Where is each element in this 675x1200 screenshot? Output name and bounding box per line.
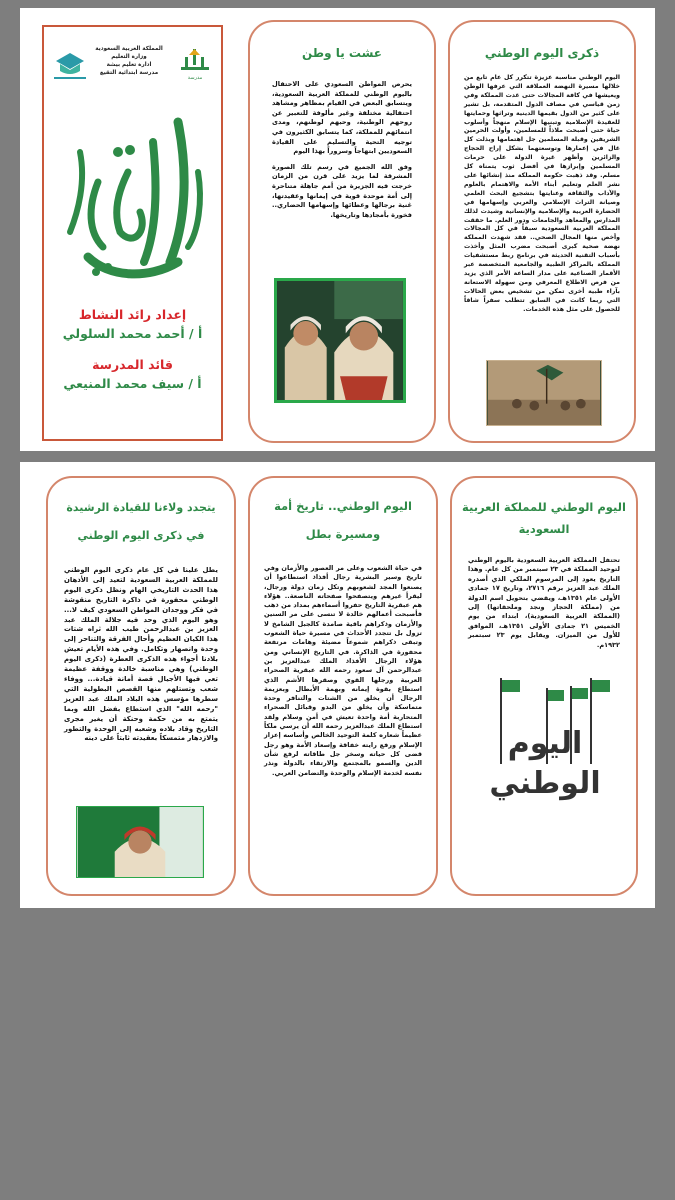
panel-title: عشت يا وطن: [301, 46, 383, 60]
org-line: مدرسة ابتدائية التقيع: [99, 70, 159, 76]
paragraph: وفق الله الجميع في رسم تلك الصورة المشرقة لما يزيد على قرن من الزمان خرجت فيه الجزيرة من أمم جاهلة متناحرة إلى أمة موحدة قوية في إيمانها وعقيدتها، غنية برجالها وعطائها وإسهامها الحضاري.. فخورة بأمجادها وتاريخها.: [272, 162, 412, 219]
panel-title: يتجدد ولاءنا للقيادة الرشيدة في ذكرى اليوم الوطني: [66, 501, 216, 542]
principal-name: أ / سيف محمد المنيعي: [63, 376, 202, 391]
paragraph: اليوم الوطني مناسبة عزيزة تتكرر كل عام تابع من خلالها مسيرة النهضة العملاقة التي عرفها الوطن ويعيشها في كافة المجالات حتى غدت المملكة وفي زمن قياسي في مصاف الدول المتقدمة، بل تشير على كثير من الدول بقيمها الدينية وتراثها وحمايتها للعقيدة الإسلامية وتبنيها الإسلام منهجاً وأسلوب حياة حتى أصبحت ملاذاً للمسلمين، وأولت الحرمين الشريفين وقبلة المسلمين جل اهتمامها وبذلت كل غال في إعمارها وتوسعتهما بشكل إراح الحجاج والزائرين وأظهر غيرة الدولة على حرمات المسلمين وإبرازها في أفضل ثوب يتمناه كل مسلم. وقد ذهبت حكومة المملكة منذ إنشائها على نشر العلم وتعليم أبناء الأمة والاهتمام بالعلوم والآداب والثقافة وعنايتها بتشجيع البحث العلمي وصيانة التراث الإسلامي والعربي وإسهامها في الحضارة العربية والإسلامية والإنسانية وشيدت لذلك المدارس والمعاهد والجامعات ودور العلم. ما حققت المملكة العربية السعودية سبقاً في كل المجالات وأخص منها المجال الصحي.. فقد شهدت المملكة نهضة صحية كبرى أصبحت مضرب المثل وأخذت بأسباب التقنية الحديثة في برنامج ربط مستشفيات المملكة بالمراكز الطبية والجامعية المتخصصة عبر الأقمار الصناعية على مدار الساعة الأمر الذي يزيد من فرص الاطلاع المعرفي ومن سهولة الاستعانة بآراء طبية أخرى تمكن من تشخيص بعض الحالات التي ربما كانت في السابق تتطلب سفراً شاقاً للحصول على مثل هذه الخدمات.: [464, 74, 620, 313]
panel-renewed-loyalty: [46, 476, 236, 896]
activity-name: أ / أحمد محمد السلولي: [62, 326, 203, 341]
panel-body: [264, 564, 422, 784]
activity-label: إعداد رائد النشاط: [78, 307, 187, 322]
moe-logo-icon: [175, 45, 215, 83]
brochure-inner-sheet: [20, 462, 655, 908]
logo-text: اليوم الوطني: [489, 726, 601, 801]
paragraph: في حياة الشعوب وعلى مر العصور والأزمان وفي تاريخ وسير البشرية رجال أفذاذ استطاعوا أن يصنعوا المجد لشعوبهم وتكل زمان دولة ورجال، ليقرأ غيرهم ويتصفحوا صفحاته الناصعة.. هؤلاء هم عبقرية التاريخ حفروا أسماءهم بمداد من ذهب فأصبحت أعمالهم خالدة لا تنسى على مر السنين والأزمان وذكراهم باقية صامدة كالجبل الشامخ لا تزول بل تتجدد الأحداث في مسيرة حياة الشعوب وتبقى ذكراهم شموعاً مضيئة وهامات مرتفعة محفورة في الذاكرة. في التاريخ الإنساني ومن هؤلاء الرجال الأفذاذ الملك عبدالعزيز بن عبدالرحمن آل سعود رحمه الله عبقرية الصحراء العربية ورجلها القوي وصقرها الأشم الذي استطاع بقوة إيمانه وبهمة الأبطال وبعزيمة الرجال أن يخلق من الشتات والتنافر وحدة متماسكة وأن يخلق من البدو وقبائل الصحراء المتحاربة أمة واحدة تعيش في أمن وسلام ولقد استطاع الملك عبدالعزيز رحمه الله أن يرسي ملكاً عظيماً شعاره كلمة التوحيد الخالص وأساسه إعزاز الإسلام ورفع رايته خفاقة وإسعاد الأمة وهو رجل قضى كل حياته وسخر جل طاقاته لرفع شأن الدين والسمو بالمجتمع والارتقاء بالدولة ونذر نفسه لخدمة الإسلام والوحدة والتضامن العربي.: [264, 564, 422, 777]
national-day-calligraphy-icon: [58, 112, 211, 287]
panel-body: [64, 566, 218, 750]
cover-header: [44, 39, 221, 87]
org-line: المملكة العربية السعودية: [95, 46, 163, 52]
panel-title: اليوم الوطني.. تاريخ أمة ومسيرة بطل: [274, 499, 412, 541]
historic-photo: [486, 360, 602, 426]
leaders-photo-icon: [277, 281, 403, 400]
panel-body: [272, 80, 412, 226]
paragraph: يحرص المواطن السعودي على الاحتفال باليوم الوطني للمملكة العربية السعودية، ويتسابق البعض في القيام بمظاهر ومشاهد احتفالية مختلفة وغير مألوفة للتعبير عن روحهم الوطنية، وحبهم لوطنهم، ومدى انتمائهم للمملكة، كما يتسابق الكثيرون في توجيه التحية والتسليم على القيادة السعوديين ابتهاجاً وسروراً بهذا اليوم: [272, 80, 412, 156]
education-logo-icon: [50, 45, 90, 83]
paragraph: تحتفل المملكة العربية السعودية باليوم الوطني لتوحيد المملكة في ٢٣ سبتمبر من كل عام. وهذا التاريخ يعود إلى المرسوم الملكي الذي أصدره الملك عبد العزيز برقم ٢٧١٦، وتاريخ ١٧ جمادى الأولى عام ١٣٥١هـ، ويقضي بتحويل اسم الدولة من (مملكة الحجاز ونجد وملحقاتها) إلى (المملكة العربية السعودية)، ابتداء من يوم الخميس ٢١ جمادى الأولى ١٣٥١هـ، الموافق للأول من الميزان. ويقابل يوم ٢٣ سبتمبر ١٩٣٢م.: [468, 556, 620, 649]
cover-panel: [42, 25, 223, 441]
org-line: وزارة التعليم: [111, 54, 147, 60]
panel-history-of-nation: [248, 476, 438, 896]
principal-label: قائد المدرسة: [92, 357, 173, 372]
panel-long-live-homeland: [248, 20, 436, 443]
leaders-photo: [274, 278, 406, 403]
panel-body: [468, 556, 620, 656]
panel-title: ذكرى اليوم الوطني: [484, 46, 600, 60]
panel-national-day-memory: [448, 20, 636, 443]
panel-ksa-national-day: [450, 476, 638, 896]
org-lines: [89, 45, 169, 77]
credits-block: [50, 305, 215, 393]
king-photo-icon: [77, 807, 203, 877]
historic-photo-icon: [487, 361, 601, 425]
svg-text:مدرسة: مدرسة: [187, 75, 203, 81]
panel-body: [464, 74, 620, 320]
org-line: ادارة تعليم بيشة: [106, 62, 152, 68]
paragraph: يطل علينا في كل عام ذكرى اليوم الوطني للمملكة العربية السعودية لتعيد إلى الأذهان هذا الحدث التاريخي الهام ونظل ذكرى اليوم الوطني محفورة في ذاكرة التاريخ منقوشة في فكر ووجدان المواطن السعودي كيف لا... وهو اليوم الذي وحد فيه جلالة الملك عبد العزيز بن عبدالرحمن طيب الله ثراه شتات هذا الكيان العظيم وأحال الفرقة والتناحر إلى وحدة وانصهار وتكامل. وفي هذه الأيام تعيش بلادنا أجواء هذه الذكرى العطرة (ذكرى اليوم الوطني) وهي مناسبة خالدة ووقفة عظيمة تعي فيها الأجيال قصة أمانة قيادة... ووفاء شعب وتستلهم منها القصص البطولية التي سطرها مؤسس هذه البلاد الملك عبد العزيز "رحمه الله" الذي استطاع بفضل الله وبما يتمتع به من حكمة وحنكة أن يغير مجرى التاريخ وقاد بلاده وشعبه إلى الوحدة والتطور والازدهار متمسكاً بعقيدته ثابتاً على دينه: [64, 566, 218, 743]
panel-title: اليوم الوطني للمملكة العربية السعودية: [462, 500, 626, 536]
brochure-outer-sheet: [20, 8, 655, 451]
national-day-logo: [470, 678, 620, 801]
king-photo: [76, 806, 204, 878]
